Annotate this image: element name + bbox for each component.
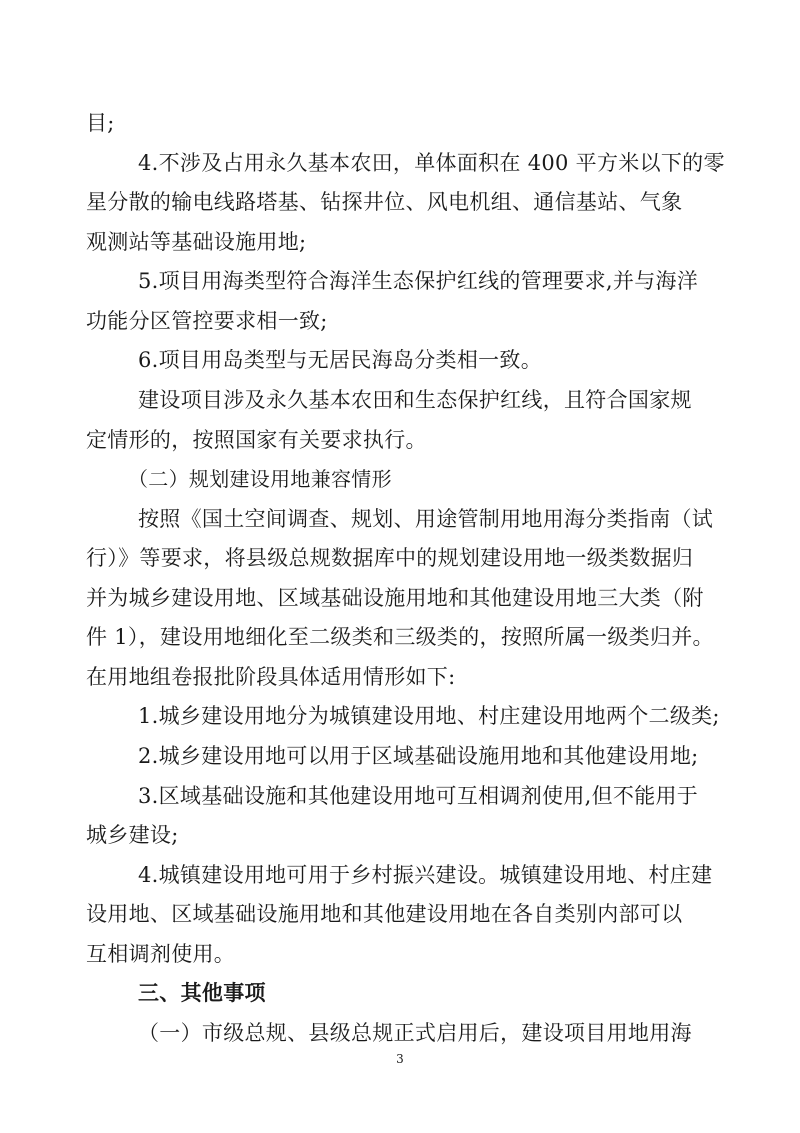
paragraph-line: 观测站等基础设施用地; (86, 230, 307, 254)
paragraph-line: 定情形的，按照国家有关要求执行。 (86, 428, 427, 452)
list-item-4: 4.不涉及占用永久基本农田，单体面积在 400 平方米以下的零 (138, 151, 725, 175)
paragraph-line: 互相调剂使用。 (86, 942, 236, 966)
paragraph-line: 在用地组卷报批阶段具体适用情形如下: (86, 665, 456, 689)
paragraph-line: 件 1），建设用地细化至二级类和三级类的，按照所属一级类归并。 (86, 625, 714, 649)
paragraph-line: 按照《国土空间调查、规划、用途管制用地用海分类指南（试 (138, 507, 714, 531)
paragraph-line: 星分散的输电线路塔基、钻探井位、风电机组、通信基站、气象 (86, 190, 683, 214)
paragraph-line: 行）》等要求，将县级总规数据库中的规划建设用地一级类数据归 (86, 546, 694, 570)
section-heading: 三、其他事项 (138, 981, 266, 1005)
list-item-6: 6.项目用岛类型与无居民海岛分类相一致。 (138, 348, 543, 372)
list-item-4: 4.城镇建设用地可用于乡村振兴建设。城镇建设用地、村庄建 (138, 863, 713, 887)
paragraph-line: 目; (86, 111, 115, 135)
list-item-2: 2.城乡建设用地可以用于区域基础设施用地和其他建设用地; (138, 744, 699, 768)
list-item-5: 5.项目用海类型符合海洋生态保护红线的管理要求,并与海洋 (138, 269, 699, 293)
paragraph-line: 设用地、区域基础设施用地和其他建设用地在各自类别内部可以 (86, 902, 683, 926)
section-subheading: （二）规划建设用地兼容情形 (128, 467, 392, 491)
paragraph-line: 建设项目涉及永久基本农田和生态保护红线，且符合国家规 (138, 388, 692, 412)
page-number: 3 (396, 1052, 404, 1066)
paragraph-line: 功能分区管控要求相一致; (86, 309, 328, 333)
list-item-1: 1.城乡建设用地分为城镇建设用地、村庄建设用地两个二级类; (138, 704, 720, 728)
paragraph-line: （一）市级总规、县级总规正式启用后，建设项目用地用海 (138, 1021, 692, 1045)
paragraph-line: 并为城乡建设用地、区域基础设施用地和其他建设用地三大类（附 (86, 586, 704, 610)
paragraph-line: 城乡建设; (86, 823, 179, 847)
list-item-3: 3.区域基础设施和其他建设用地可互相调剂使用,但不能用于 (138, 784, 699, 808)
